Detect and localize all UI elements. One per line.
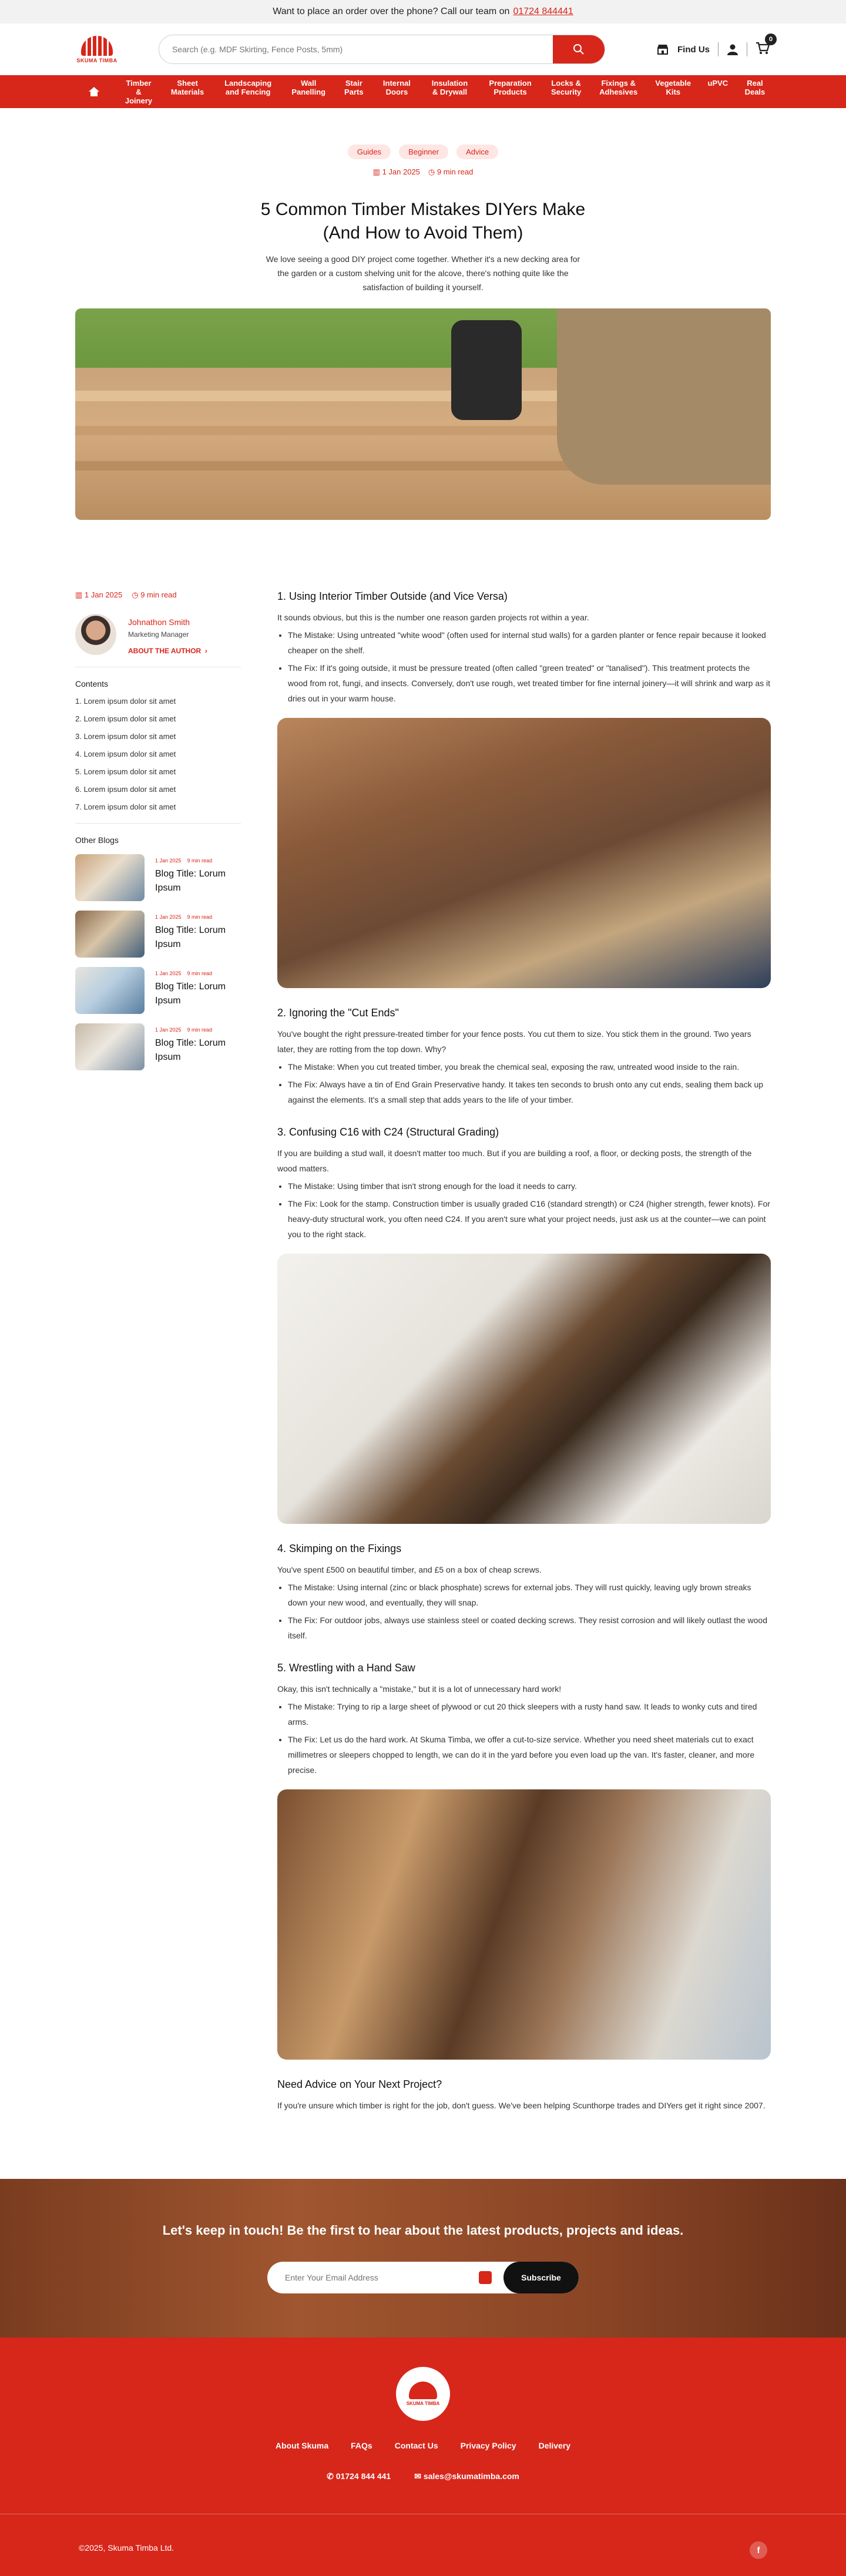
blog-title: Blog Title: Lorum Ipsum <box>155 1038 226 1062</box>
author-role: Marketing Manager <box>128 630 189 639</box>
other-blogs-title: Other Blogs <box>75 835 119 845</box>
main-nav <box>0 75 846 108</box>
blog-card[interactable]: 1 Jan 2025 9 min read Blog Title: Lorum Ipsum <box>75 854 241 901</box>
search-bar <box>159 35 605 64</box>
contents-item[interactable]: 1. Lorem ipsum dolor sit amet <box>75 697 176 706</box>
section-bullet: • The Mistake: Using internal (zinc or black phosphate) screws for external jobs. They will rust quickly, leaving ugly brown streaks down your new wood, and eventually, they will snap. <box>288 1580 771 1610</box>
blog-title: Blog Title: Lorum Ipsum <box>155 925 226 949</box>
section-heading: 2. Ignoring the "Cut Ends" <box>277 1007 399 1019</box>
blog-thumbnail <box>75 967 145 1014</box>
search-icon <box>573 43 585 55</box>
contents-item[interactable]: 3. Lorem ipsum dolor sit amet <box>75 732 176 741</box>
phone-link[interactable]: 01724 844441 <box>513 6 573 16</box>
announcement-bar <box>0 0 846 23</box>
nav-item-internal-doors[interactable]: Internal Doors <box>382 78 411 96</box>
newsletter-form <box>267 2262 579 2293</box>
publish-date: ▥ 1 Jan 2025 <box>372 167 420 176</box>
email-icon: ✉ <box>414 2471 421 2481</box>
sidebar-read-time: ◷ 9 min read <box>132 590 177 599</box>
site-header <box>0 23 846 75</box>
search-button[interactable] <box>553 35 605 64</box>
cart-button[interactable] <box>756 36 773 57</box>
footer-link-about[interactable]: About Skuma <box>275 2441 329 2450</box>
blog-card[interactable]: 1 Jan 2025 9 min read Blog Title: Lorum Ipsum <box>75 911 241 958</box>
store-icon <box>656 43 669 55</box>
section-paragraph: You've bought the right pressure-treated timber for your fence posts. You cut them to size. You stick them in the ground. Two years later, they are rotting from the top down. Why? <box>277 1029 751 1054</box>
section-paragraph: If you are building a stud wall, it doesn't matter too much. But if you are building a roof, a floor, or decking posts, the strength of the wood matters. <box>277 1148 752 1173</box>
other-blogs <box>75 835 241 1070</box>
contents-title: Contents <box>75 679 109 688</box>
section-bullet: • The Mistake: Using timber that isn't strong enough for the load it needs to carry. <box>288 1178 771 1194</box>
logo-text: SKUMA TIMBA <box>76 57 118 63</box>
nav-item-landscaping[interactable]: Landscaping and Fencing <box>224 78 272 96</box>
footer-link-privacy[interactable]: Privacy Policy <box>460 2441 516 2450</box>
article-image <box>277 1789 771 2060</box>
footer-link-contact[interactable]: Contact Us <box>394 2441 438 2450</box>
section-bullet: • The Mistake: When you cut treated timber, you break the chemical seal, exposing the raw, untreated wood inside to the rain. <box>288 1059 771 1074</box>
blog-thumbnail <box>75 854 145 901</box>
section-bullet: • The Mistake: Trying to rip a large sheet of plywood or cut 20 thick sleepers with a rusty hand saw. It leads to wonky cuts and tired arms. <box>288 1699 771 1729</box>
tag-guides[interactable]: Guides <box>348 145 391 159</box>
footer-link-faqs[interactable]: FAQs <box>351 2441 372 2450</box>
blog-thumbnail <box>75 911 145 958</box>
blog-title: Blog Title: Lorum Ipsum <box>155 869 226 893</box>
author-card <box>75 614 241 655</box>
cart-count-badge: 0 <box>765 33 777 45</box>
contents-item[interactable]: 4. Lorem ipsum dolor sit amet <box>75 750 176 758</box>
blog-thumbnail <box>75 1023 145 1070</box>
hero-image <box>75 308 771 520</box>
section-paragraph: It sounds obvious, but this is the number one reason garden projects rot within a year. <box>277 613 589 622</box>
section-bullet: • The Mistake: Using untreated "white wood" (often used for internal stud walls) for a garden planter or fence repair because it looked cheaper on the shelf. <box>288 627 771 658</box>
search-input[interactable] <box>159 45 553 54</box>
section-bullet: • The Fix: Let us do the hard work. At Skuma Timba, we offer a cut-to-size service. Whether you need sheet materials cut to exact millimetres or sleepers chopped to length, we can do it in the yard before you even load up the van. It's faster, cleaner, and more precise. <box>288 1732 771 1778</box>
section-bullet: • The Fix: If it's going outside, it must be pressure treated (often called "green treated" or "tanalised"). This treatment protects the wood from rot, fungi, and insects. Conversely, don't use rough, wet treated timber for fine internal joinery—it will shrink and warp as it dries out in your warm house. <box>288 660 771 706</box>
newsletter-section <box>0 2179 846 2337</box>
site-logo[interactable] <box>76 29 118 70</box>
section-paragraph: You've spent £500 on beautiful timber, and £5 on a box of cheap screws. <box>277 1565 542 1574</box>
page-title: 5 Common Timber Mistakes DIYers Make (And How to Avoid Them) <box>260 200 586 243</box>
footer-logo[interactable]: SKUMA TIMBA <box>396 2367 450 2421</box>
section-bullet: • The Fix: Always have a tin of End Grain Preservative handy. It takes ten seconds to brush onto any cut ends, sealing them back up against the elements. It's a small step that adds years to the life of your timber. <box>288 1077 771 1107</box>
nav-item-wall-panelling[interactable]: Wall Panelling <box>291 78 326 96</box>
facebook-icon[interactable]: f <box>750 2541 767 2559</box>
section-heading: 1. Using Interior Timber Outside (and Vice Versa) <box>277 590 508 602</box>
contents-item[interactable]: 6. Lorem ipsum dolor sit amet <box>75 785 176 794</box>
phone-icon: ✆ <box>327 2471 334 2481</box>
email-input[interactable] <box>267 2273 479 2282</box>
section-paragraph: Okay, this isn't technically a "mistake," but it is a lot of unnecessary hard work! <box>277 1684 562 1694</box>
article-hero <box>0 108 846 520</box>
blog-card[interactable]: 1 Jan 2025 9 min read Blog Title: Lorum Ipsum <box>75 967 241 1014</box>
article-intro: We love seeing a good DIY project come together. Whether it's a new decking area for the garden or a custom shelving unit for the alcove, there's nothing quite like the satisfaction of building it yourself. <box>266 254 580 292</box>
announcement-text: Want to place an order over the phone? Call our team on <box>273 6 510 16</box>
read-time: ◷ 9 min read <box>428 167 474 176</box>
newsletter-heading: Let's keep in touch! Be the first to hear about the latest products, projects and ideas. <box>162 2223 684 2238</box>
copyright: ©2025, Skuma Timba Ltd. <box>79 2543 174 2553</box>
about-author-link[interactable]: ABOUT THE AUTHOR › <box>128 647 207 655</box>
nav-item-upvc[interactable]: uPVC <box>707 78 728 88</box>
footer-phone[interactable]: ✆ 01724 844 441 <box>327 2471 391 2481</box>
home-icon <box>88 86 100 97</box>
section-heading: 5. Wrestling with a Hand Saw <box>277 1662 415 1674</box>
find-us-link[interactable]: Find Us <box>677 44 710 55</box>
article-sidebar <box>75 590 241 2132</box>
sidebar-date: ▥ 1 Jan 2025 <box>75 590 123 599</box>
nav-item-stair-parts[interactable]: Stair Parts <box>344 78 364 96</box>
tag-advice[interactable]: Advice <box>456 145 498 159</box>
section-bullet: • The Fix: Look for the stamp. Construction timber is usually graded C16 (standard strength) or C24 (higher strength, fewer knots). For heavy-duty structural work, you often need C24. If you aren't sure what your project needs, just ask us at the counter—we can point you to the right stack. <box>288 1196 771 1242</box>
footer-email[interactable]: ✉ sales@skumatimba.com <box>414 2471 519 2481</box>
nav-item-timber-joinery[interactable]: Timber & Joinery <box>125 78 153 105</box>
nav-item-vegetable-kits[interactable]: Vegetable Kits <box>655 78 691 96</box>
blog-card[interactable]: 1 Jan 2025 9 min read Blog Title: Lorum Ipsum <box>75 1023 241 1070</box>
avatar <box>75 614 116 655</box>
nav-item-real-deals[interactable]: Real Deals <box>744 78 766 96</box>
contents-item[interactable]: 5. Lorem ipsum dolor sit amet <box>75 767 176 776</box>
section-paragraph: If you're unsure which timber is right for the job, don't guess. We've been helping Scunthorpe trades and DIYers get it right since 2007. <box>277 2101 766 2110</box>
contents-item[interactable]: 2. Lorem ipsum dolor sit amet <box>75 714 176 723</box>
home-button[interactable] <box>82 86 106 97</box>
nav-item-insulation[interactable]: Insulation & Drywall <box>431 78 468 96</box>
nav-item-fixings[interactable]: Fixings & Adhesives <box>599 78 638 96</box>
mail-icon <box>479 2271 492 2284</box>
blog-title: Blog Title: Lorum Ipsum <box>155 982 226 1006</box>
contents-item[interactable]: 7. Lorem ipsum dolor sit amet <box>75 802 176 811</box>
footer-link-delivery[interactable]: Delivery <box>538 2441 571 2450</box>
article-image <box>277 718 771 988</box>
section-heading: Need Advice on Your Next Project? <box>277 2078 442 2090</box>
tag-beginner[interactable]: Beginner <box>399 145 448 159</box>
account-icon[interactable] <box>727 43 738 55</box>
author-name[interactable]: Johnathon Smith <box>128 617 190 627</box>
section-heading: 3. Confusing C16 with C24 (Structural Grading) <box>277 1126 499 1138</box>
nav-item-sheet-materials[interactable]: Sheet Materials <box>170 78 204 96</box>
site-footer <box>0 2337 846 2576</box>
section-heading: 4. Skimping on the Fixings <box>277 1543 402 1554</box>
nav-item-preparation[interactable]: Preparation Products <box>489 78 532 96</box>
subscribe-button[interactable]: Subscribe <box>503 2262 579 2293</box>
table-of-contents <box>75 679 241 811</box>
article-body <box>277 590 771 2132</box>
article-image <box>277 1254 771 1524</box>
nav-item-locks-security[interactable]: Locks & Security <box>550 78 582 96</box>
section-bullet: • The Fix: For outdoor jobs, always use stainless steel or coated decking screws. They resist corrosion and will likely outlast the wood itself. <box>288 1613 771 1643</box>
